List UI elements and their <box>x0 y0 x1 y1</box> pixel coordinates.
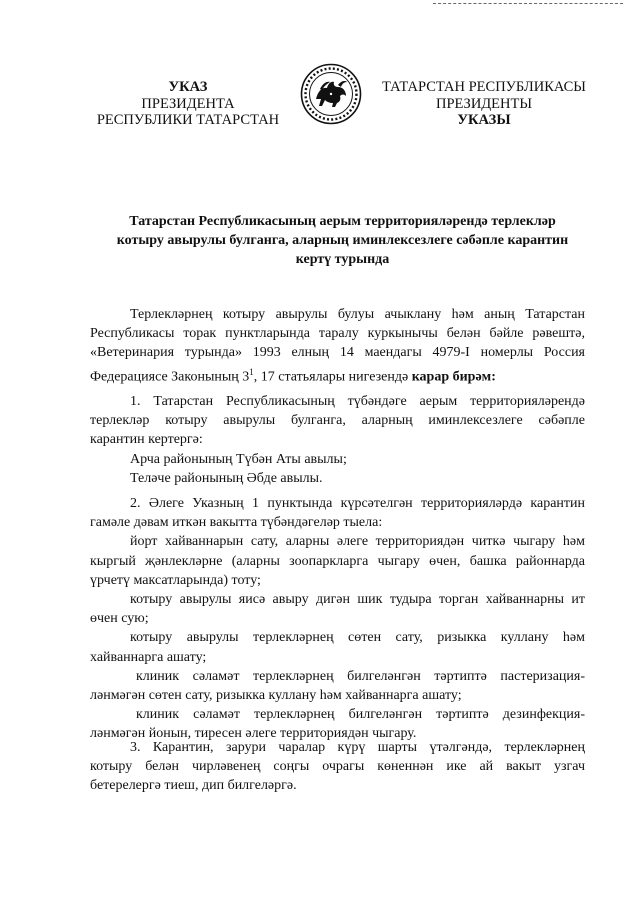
header-right-line-3: УКАЗЫ <box>457 112 511 128</box>
intro-decision: карар бирәм: <box>411 369 496 385</box>
p2-line: йорт хайваннарын сату, аларны әлеге территориядән читкә чыгару һәм <box>130 534 585 550</box>
header-left-line-1: УКАЗ <box>168 79 208 95</box>
p1-item: Теләче районының Әбде авылы. <box>130 470 323 486</box>
paragraph-1 <box>90 392 585 488</box>
paragraph-3 <box>90 738 585 796</box>
document-title <box>90 212 595 269</box>
header-right <box>378 79 590 129</box>
p2-line: клиник сәламәт терлекләрнең билгеләнгән тәртиптә дезинфекция- <box>136 707 585 723</box>
header-right-line-2: ПРЕЗИДЕНТЫ <box>435 95 533 112</box>
p2-line: ләнмәгән йонын, тиресен әлеге территориядән чыгару. <box>90 726 417 742</box>
p3-line: бетерелергә тиеш, дип билгеләргә. <box>90 778 297 794</box>
p2-line: гамәле дәвам иткән вакытта түбәндәгеләр тыела: <box>90 515 383 531</box>
intro-articles: , 17 статьялары нигезендә <box>253 369 412 385</box>
p1-line: терлекләр котыру авырулы булганга, аларның иминлексезлеге сәбәпле <box>90 413 585 429</box>
intro-superscript: 1 <box>249 366 254 377</box>
p2-line: клиник сәламәт терлекләрнең билгеләнгән тәртиптә пастеризация- <box>136 668 585 684</box>
title-line: котыру авырулы булганга, аларның иминлексезлеге сәбәпле карантин <box>116 233 569 248</box>
p1-item: Арча районының Түбән Аты авылы; <box>130 451 347 467</box>
intro-line-last <box>90 363 585 387</box>
intro-paragraph <box>90 305 585 386</box>
header-left <box>88 79 288 129</box>
top-dashed-line <box>433 3 623 4</box>
p1-line: карантин кертергә: <box>90 432 203 448</box>
intro-line: Республикасы торак пунктларында таралу куркынычы белән бәйле рәвештә, <box>90 326 585 342</box>
p2-line: хайваннарга ашату; <box>90 649 207 665</box>
p2-line: котыру авырулы яисә авыру дигән шик тудыра торган хайваннарны ит <box>130 592 585 608</box>
p2-line: котыру авырулы терлекләрнең сөтен сату, ризыкка куллану һәм <box>130 630 585 646</box>
p3-line: котыру белән чирләвенең соңгы очрагы көненнән ике ай вакыт узгач <box>90 759 585 775</box>
p2-line: ләнмәгән сөтен сату, ризыкка куллану һәм хайваннарга ашату; <box>90 688 462 704</box>
header-right-line-1: ТАТАРСТАН РЕСПУБЛИКАСЫ <box>382 79 586 95</box>
intro-line: «Ветеринария турында» 1993 елның 14 маендагы 4979-I номерлы Россия <box>90 345 585 361</box>
p2-line: 2. Әлеге Указның 1 пунктында күрсәтелгән территорияләрдә карантин <box>130 496 585 511</box>
p1-line: 1. Татарстан Республикасының түбәндәге аерым территорияләрендә <box>130 394 585 409</box>
intro-line: Терлекләрнең котыру авырулы булуы ачыклану һәм аның Татарстан <box>130 307 585 322</box>
p2-line: кыргый җәнлекләрне (аларны зоопаркларга чыгару өчен, башка районнарда <box>90 553 585 569</box>
header-left-line-3: РЕСПУБЛИКИ ТАТАРСТАН <box>96 112 280 128</box>
header-left-line-2: ПРЕЗИДЕНТА <box>141 95 235 112</box>
p3-line: 3. Карантин, зарури чаралар күрү шарты үтәлгәндә, терлекләрнең <box>130 740 585 755</box>
title-line: кертү турында <box>295 252 390 267</box>
p2-line: үрчетү максатларында) тоту; <box>90 572 261 588</box>
title-line: Татарстан Республикасының аерым территорияләрендә терлекләр <box>129 214 556 229</box>
paragraph-2 <box>90 494 585 744</box>
intro-law-ref: Федерациясе Законының 3 <box>90 369 250 385</box>
p2-line: өчен сую; <box>90 611 149 627</box>
tatarstan-coat-of-arms-icon <box>300 63 362 125</box>
